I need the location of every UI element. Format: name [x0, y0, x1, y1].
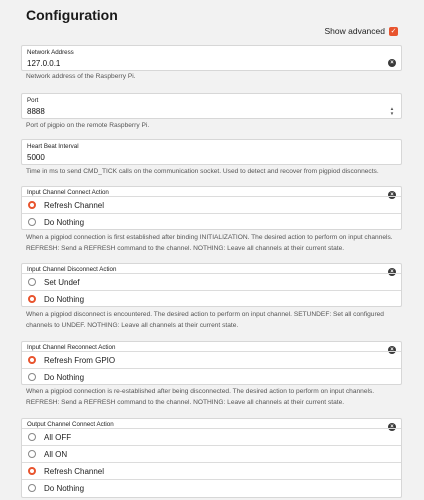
option-label: Do Nothing	[44, 294, 85, 304]
network-address-description: Network address of the Raspberry Pi.	[26, 73, 136, 80]
option-label: All OFF	[44, 432, 72, 442]
clear-icon[interactable]: ×	[388, 423, 396, 431]
show-advanced-label: Show advanced	[324, 26, 385, 36]
input-disconnect-description: When a pigpiod disconnect is encountered. The desired action to perform on input channel. SETUNDEF: Set all configured channels to UNDEF. NOTHING: Leave all channels at their current state.	[26, 311, 384, 329]
page-title: Configuration	[26, 7, 118, 23]
stepper-icon[interactable]: ▲ ▼	[389, 106, 395, 116]
radio-option[interactable]	[22, 462, 401, 479]
radio-option[interactable]	[22, 368, 401, 385]
output-connect-label: Output Channel Connect Action	[27, 421, 114, 428]
radio-button[interactable]	[28, 484, 36, 492]
heartbeat-value[interactable]: 5000	[27, 153, 45, 162]
port-field[interactable]	[21, 93, 402, 119]
input-disconnect-label: Input Channel Disconnect Action	[27, 266, 117, 273]
radio-option[interactable]	[22, 273, 401, 290]
radio-button[interactable]	[28, 295, 36, 303]
input-connect-group	[21, 186, 402, 230]
input-reconnect-label: Input Channel Reconnect Action	[27, 344, 116, 351]
radio-button[interactable]	[28, 201, 36, 209]
clear-icon[interactable]: ×	[388, 191, 396, 199]
network-address-value[interactable]: 127.0.0.1	[27, 59, 61, 68]
heartbeat-field[interactable]	[21, 139, 402, 165]
option-label: Do Nothing	[44, 372, 85, 382]
radio-button[interactable]	[28, 450, 36, 458]
input-connect-label: Input Channel Connect Action	[27, 189, 109, 196]
network-address-field[interactable]	[21, 45, 402, 71]
radio-option[interactable]	[22, 428, 401, 445]
radio-button[interactable]	[28, 278, 36, 286]
option-label: Refresh Channel	[44, 466, 105, 476]
clear-icon[interactable]: ×	[388, 59, 396, 67]
port-description: Port of pigpio on the remote Raspberry Pi.	[26, 122, 150, 129]
radio-button[interactable]	[28, 356, 36, 364]
port-label: Port	[27, 97, 39, 104]
radio-button[interactable]	[28, 433, 36, 441]
radio-button[interactable]	[28, 467, 36, 475]
radio-button[interactable]	[28, 218, 36, 226]
port-value[interactable]: 8888	[27, 107, 45, 116]
radio-option[interactable]	[22, 213, 401, 230]
clear-icon[interactable]: ×	[388, 346, 396, 354]
input-connect-description: When a pigpiod connection is first established after binding INITIALIZATION. The desired action to perform on input channels. REFRESH: Send a REFRESH command to the channel. NOTHING: Leave all channels at their current state.	[26, 234, 393, 252]
option-label: Do Nothing	[44, 483, 85, 493]
network-address-label: Network Address	[27, 49, 74, 56]
clear-icon[interactable]: ×	[388, 268, 396, 276]
radio-option[interactable]	[22, 351, 401, 368]
output-connect-group	[21, 418, 402, 498]
option-label: Refresh From GPIO	[44, 355, 116, 365]
option-label: Refresh Channel	[44, 200, 105, 210]
heartbeat-label: Heart Beat Interval	[27, 143, 79, 150]
option-label: Do Nothing	[44, 217, 85, 227]
show-advanced-toggle[interactable]	[325, 26, 399, 36]
heartbeat-description: Time in ms to send CMD_TICK calls on the communication socket. Used to detect and recover from pigpiod disconnects.	[26, 168, 379, 175]
checkbox-checked-icon[interactable]: ✓	[390, 27, 397, 35]
input-disconnect-group	[21, 263, 402, 307]
radio-option[interactable]	[22, 479, 401, 496]
option-label: Set Undef	[44, 277, 80, 287]
radio-option[interactable]	[22, 196, 401, 213]
input-reconnect-group	[21, 341, 402, 385]
radio-option[interactable]	[22, 290, 401, 307]
option-label: All ON	[44, 449, 68, 459]
radio-option[interactable]	[22, 445, 401, 462]
input-reconnect-description: When a pigpiod connection is re-established after being disconnected. The desired action to perform on input channels. REFRESH: Send a REFRESH command to the channel. NOTHING: Leave all channels at their current state.	[26, 388, 375, 406]
radio-button[interactable]	[28, 373, 36, 381]
